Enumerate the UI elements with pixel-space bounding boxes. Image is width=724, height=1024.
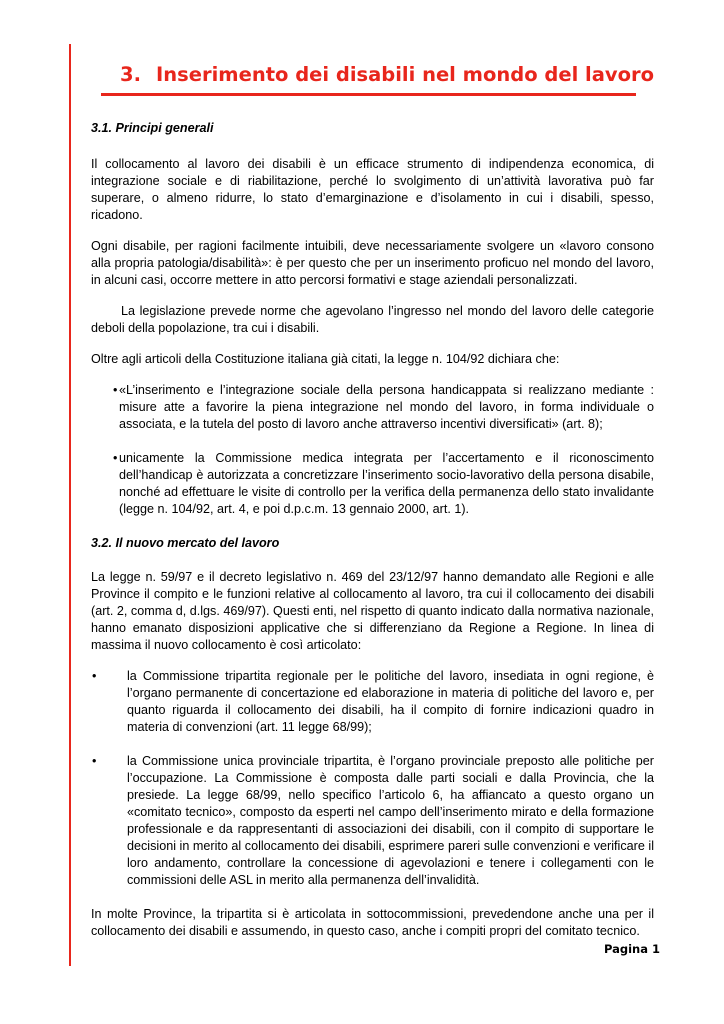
bullet-list-legge-104 <box>91 382 654 518</box>
list-item-text: unicamente la Commissione medica integrata per l’accertamento e il riconoscimento dell’handicap è autorizzata a concretizzare l’inserimento socio-lavorativo della persona disabile, nonché ad effettuare le visite di controllo per la verifica della permanenza dello stato invalidante (legge n. 104/92, art. 4, e poi d.p.c.m. 13 gennaio 2000, art. 1). <box>119 451 654 516</box>
paragraph: La legislazione prevede norme che agevolano l’ingresso nel mondo del lavoro delle categorie deboli della popolazione, tra cui i disabili. <box>91 304 654 335</box>
paragraph: Il collocamento al lavoro dei disabili è un efficace strumento di indipendenza economica, di integrazione sociale e di riabilitazione, perché lo svolgimento di un’attività lavorativa può far superare, o almeno ridurre, lo stato d’emarginazione e d’isolamento in cui i disabili, spesso, ricadono. <box>91 157 654 222</box>
bullet-list-collocamento <box>91 668 654 889</box>
list-item <box>91 450 654 518</box>
title-underline <box>101 93 636 96</box>
section-number: 3. <box>120 63 141 86</box>
page-number: Pagina 1 <box>604 942 661 956</box>
list-item-text: «L’inserimento e l’integrazione sociale della persona handicappata si realizzano mediante : misure atte a favorire la piena integrazione nel mondo del lavoro, in forma individuale o associata, e la tutela del posto di lavoro anche attraverso incentivi diversificati» (art. 8); <box>119 383 654 431</box>
section-title-text: Inserimento dei disabili nel mondo del lavoro <box>156 63 655 86</box>
list-item-text: la Commissione tripartita regionale per le politiche del lavoro, insediata in ogni regione, è l’organo permanente di concertazione ed elaborazione in materia di politiche del lavoro e, per quanto riguarda il collocamento dei disabili, ha il compito di fornire indicazioni quadro in materia di convenzioni (art. 11 legge 68/99); <box>127 669 654 734</box>
bullet-icon: • <box>113 451 118 465</box>
paragraph: Oltre agli articoli della Costituzione italiana già citati, la legge n. 104/92 dichiara che: <box>91 352 560 366</box>
list-item-text: la Commissione unica provinciale tripartita, è l’organo provinciale preposto alle politiche per l’occupazione. La Commissione è composta dalle parti sociali e dalla Provincia, che la presiede. La legge 68/99, nello specifico l’articolo 6, ha affiancato a questo organo un «comitato tecnico», composto da esperti nel campo dell’inserimento mirato e della formazione professionale e da rappresentanti di associazioni dei disabili, con il compito di supportare le decisioni in merito al collocamento dei disabili, esprimere pareri sulle convenzioni e verificare il loro andamento, controllare la concessione di agevolazioni e tenere i collegamenti con le commissioni delle ASL in merito alla permanenza dell’invalidità. <box>127 754 654 887</box>
bullet-icon: • <box>113 383 118 397</box>
paragraph: In molte Province, la tripartita si è articolata in sottocommissioni, prevedendone anche una per il collocamento dei disabili e assumendo, in questo caso, anche i compiti propri del comitato tecnico. <box>91 907 654 938</box>
margin-rule-vertical <box>69 44 71 966</box>
paragraph: Ogni disabile, per ragioni facilmente intuibili, deve necessariamente svolgere un «lavoro consono alla propria patologia/disabilità»: è per questo che per un inserimento proficuo nel mondo del lavoro, in alcuni casi, occorre mettere in atto percorsi formativi e stage aziendali personalizzati. <box>91 239 654 287</box>
list-item <box>91 382 654 433</box>
list-item <box>91 668 654 736</box>
section-title <box>120 63 655 86</box>
paragraph: La legge n. 59/97 e il decreto legislativo n. 469 del 23/12/97 hanno demandato alle Regioni e alle Province il compito e le funzioni relative al collocamento al lavoro, tra cui il collocamento dei disabili (art. 2, comma d, d.lgs. 469/97). Questi enti, nel rispetto di quanto indicato dalla normativa nazionale, hanno emanato disposizioni applicative che si differenziano da Regione a Regione. In linea di massima il nuovo collocamento è così articolato: <box>91 570 654 652</box>
subsection-heading-mercato: 3.2. Il nuovo mercato del lavoro <box>91 536 280 550</box>
bullet-icon: • <box>92 754 97 768</box>
list-item <box>91 753 654 889</box>
subsection-heading-principi: 3.1. Principi generali <box>91 121 214 135</box>
document-body <box>91 120 654 940</box>
bullet-icon: • <box>92 669 97 683</box>
